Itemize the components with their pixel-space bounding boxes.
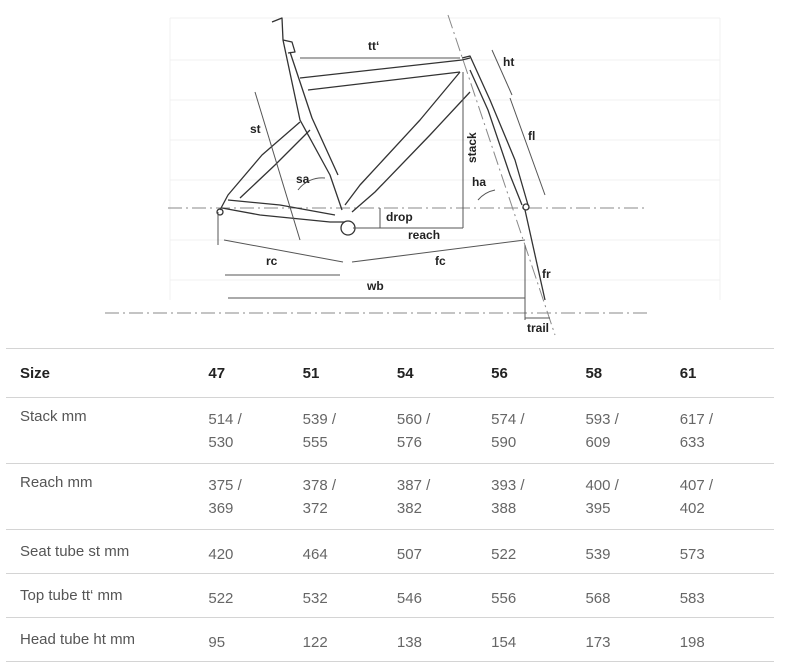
- table-cell: 138: [396, 634, 422, 651]
- header-size-54: 54: [396, 364, 414, 382]
- table-cell: 387 / 382: [396, 477, 431, 517]
- table-cell: 539 / 555: [302, 411, 337, 451]
- table-cell: 560 / 576: [396, 411, 431, 451]
- table-cell: 154: [491, 634, 517, 651]
- table-cell: 532: [302, 590, 328, 607]
- table-cell: 574 / 590: [491, 411, 525, 451]
- table-cell: 522: [208, 590, 234, 607]
- table-row-head-tube: [6, 618, 774, 662]
- table-cell: 546: [396, 590, 422, 607]
- label-drop: drop: [386, 210, 413, 224]
- geometry-table: [6, 348, 774, 662]
- label-reach: reach: [408, 228, 441, 242]
- table-cell: 407 / 402: [679, 477, 714, 517]
- label-fr: fr: [542, 267, 551, 281]
- label-fc: fc: [435, 254, 446, 268]
- label-st: st: [250, 122, 261, 136]
- row-label: Head tube ht mm: [20, 631, 136, 648]
- table-header-row: [6, 349, 774, 398]
- label-tt: tt‘: [368, 39, 380, 53]
- table-cell: 420: [208, 546, 234, 563]
- table-cell: 378 / 372: [302, 477, 337, 517]
- table-cell: 95: [208, 634, 226, 651]
- table-cell: 573: [679, 546, 705, 563]
- row-label: Seat tube st mm: [20, 543, 130, 560]
- table-cell: 617 / 633: [679, 411, 714, 451]
- table-cell: 122: [302, 634, 328, 651]
- label-trail: trail: [527, 321, 550, 335]
- table-cell: 522: [491, 546, 517, 563]
- table-row-reach: [6, 464, 774, 530]
- label-fl: fl: [528, 129, 536, 143]
- table-cell: 464: [302, 546, 328, 563]
- header-size-56: 56: [491, 364, 508, 382]
- table-row-stack: [6, 398, 774, 464]
- row-label: Reach mm: [20, 474, 93, 491]
- table-row-seat-tube: [6, 530, 774, 574]
- label-ha: ha: [472, 175, 487, 189]
- header-size-58: 58: [585, 364, 603, 382]
- label-wb: wb: [367, 279, 384, 293]
- header-size-51: 51: [302, 364, 320, 382]
- table-cell: 198: [679, 634, 705, 651]
- table-cell: 173: [585, 634, 611, 651]
- table-row-top-tube: [6, 574, 774, 618]
- label-sa: sa: [296, 172, 310, 186]
- row-label: Top tube tt‘ mm: [20, 587, 123, 604]
- table-cell: 556: [491, 590, 517, 607]
- header-size-47: 47: [208, 364, 226, 382]
- table-cell: 539: [585, 546, 611, 563]
- table-cell: 375 / 369: [208, 477, 242, 517]
- table-cell: 568: [585, 590, 611, 607]
- label-ht: ht: [503, 55, 515, 69]
- table-cell: 583: [679, 590, 705, 607]
- table-cell: 400 / 395: [585, 477, 619, 517]
- table-cell: 393 / 388: [491, 477, 525, 517]
- label-rc: rc: [266, 254, 278, 268]
- label-stack: stack: [465, 132, 479, 163]
- table-cell: 507: [396, 546, 422, 563]
- header-size-61: 61: [679, 364, 697, 382]
- header-size-label: Size: [20, 364, 51, 382]
- table-cell: 514 / 530: [208, 411, 242, 451]
- row-label: Stack mm: [20, 408, 87, 425]
- table-cell: 593 / 609: [585, 411, 619, 451]
